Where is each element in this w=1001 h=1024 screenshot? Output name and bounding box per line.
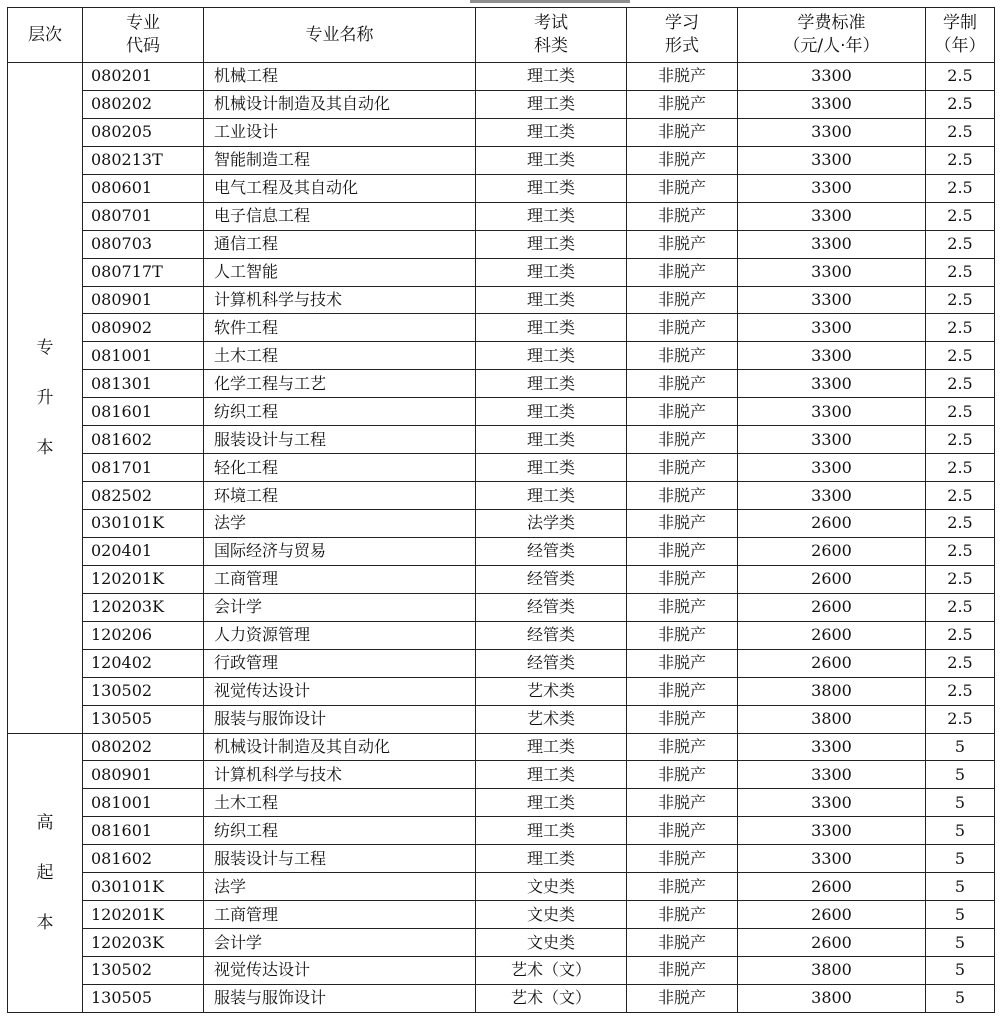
exam-category-cell: 艺术类: [476, 705, 627, 733]
major-code-cell: 030101K: [83, 873, 204, 901]
major-code-cell: 080901: [83, 761, 204, 789]
major-name-cell: 视觉传达设计: [204, 957, 476, 985]
major-code-cell: 120201K: [83, 565, 204, 593]
table-row: [8, 929, 995, 957]
duration-cell: 2.5: [926, 537, 995, 565]
table-row: [8, 482, 995, 510]
duration-cell: 2.5: [926, 90, 995, 118]
cropped-caption-fragment: [470, 0, 630, 3]
study-mode-cell: 非脱产: [627, 705, 738, 733]
duration-cell: 2.5: [926, 230, 995, 258]
study-mode-cell: 非脱产: [627, 314, 738, 342]
table-row: [8, 370, 995, 398]
exam-category-cell: 理工类: [476, 174, 627, 202]
exam-category-cell: 文史类: [476, 901, 627, 929]
table-row: [8, 537, 995, 565]
exam-category-cell: 理工类: [476, 426, 627, 454]
exam-category-cell: 理工类: [476, 761, 627, 789]
table-row: [8, 984, 995, 1012]
exam-category-cell: 法学类: [476, 510, 627, 538]
exam-category-cell: 艺术（文）: [476, 984, 627, 1012]
study-mode-cell: 非脱产: [627, 230, 738, 258]
major-name-cell: 土木工程: [204, 342, 476, 370]
major-name-cell: 人工智能: [204, 258, 476, 286]
major-name-cell: 土木工程: [204, 789, 476, 817]
level-char: 升: [36, 387, 54, 408]
duration-cell: 2.5: [926, 174, 995, 202]
duration-cell: 2.5: [926, 202, 995, 230]
study-mode-cell: 非脱产: [627, 817, 738, 845]
table-row: [8, 146, 995, 174]
study-mode-cell: 非脱产: [627, 565, 738, 593]
major-name-cell: 纺织工程: [204, 817, 476, 845]
table-row: [8, 593, 995, 621]
major-code-cell: 081602: [83, 845, 204, 873]
major-name-cell: 电子信息工程: [204, 202, 476, 230]
exam-category-cell: 理工类: [476, 817, 627, 845]
study-mode-cell: 非脱产: [627, 398, 738, 426]
major-code-cell: 130502: [83, 677, 204, 705]
tuition-cell: 3300: [738, 118, 926, 146]
table-row: [8, 705, 995, 733]
table-row: [8, 733, 995, 761]
exam-category-cell: 艺术（文）: [476, 957, 627, 985]
major-code-cell: 082502: [83, 482, 204, 510]
major-name-cell: 软件工程: [204, 314, 476, 342]
tuition-cell: 3300: [738, 258, 926, 286]
tuition-cell: 3300: [738, 90, 926, 118]
tuition-cell: 3300: [738, 482, 926, 510]
exam-category-cell: 理工类: [476, 314, 627, 342]
tuition-cell: 3800: [738, 677, 926, 705]
tuition-cell: 3300: [738, 202, 926, 230]
study-mode-cell: 非脱产: [627, 984, 738, 1012]
exam-category-cell: 理工类: [476, 733, 627, 761]
duration-cell: 2.5: [926, 621, 995, 649]
major-name-cell: 视觉传达设计: [204, 677, 476, 705]
exam-category-cell: 文史类: [476, 873, 627, 901]
tuition-cell: 3300: [738, 789, 926, 817]
exam-category-cell: 理工类: [476, 482, 627, 510]
study-mode-cell: 非脱产: [627, 901, 738, 929]
study-mode-cell: 非脱产: [627, 146, 738, 174]
major-code-cell: 030101K: [83, 510, 204, 538]
duration-cell: 5: [926, 789, 995, 817]
duration-cell: 2.5: [926, 314, 995, 342]
study-mode-cell: 非脱产: [627, 174, 738, 202]
major-name-cell: 化学工程与工艺: [204, 370, 476, 398]
major-code-cell: 080601: [83, 174, 204, 202]
tuition-cell: 3300: [738, 454, 926, 482]
table-row: [8, 258, 995, 286]
major-name-cell: 电气工程及其自动化: [204, 174, 476, 202]
tuition-cell: 3300: [738, 733, 926, 761]
study-mode-cell: 非脱产: [627, 202, 738, 230]
exam-category-cell: 理工类: [476, 258, 627, 286]
study-mode-cell: 非脱产: [627, 342, 738, 370]
duration-cell: 2.5: [926, 370, 995, 398]
table-row: [8, 314, 995, 342]
major-name-cell: 机械工程: [204, 63, 476, 91]
table-row: [8, 454, 995, 482]
exam-category-cell: 经管类: [476, 649, 627, 677]
table-row: [8, 426, 995, 454]
header-study-mode: 学习 形式: [627, 8, 738, 63]
major-code-cell: 130505: [83, 984, 204, 1012]
duration-cell: 2.5: [926, 454, 995, 482]
duration-cell: 2.5: [926, 705, 995, 733]
tuition-cell: 3300: [738, 370, 926, 398]
duration-cell: 5: [926, 984, 995, 1012]
table-row: [8, 761, 995, 789]
duration-cell: 2.5: [926, 593, 995, 621]
table-row: [8, 174, 995, 202]
level-char: 本: [36, 437, 54, 458]
study-mode-cell: 非脱产: [627, 63, 738, 91]
study-mode-cell: 非脱产: [627, 929, 738, 957]
major-code-cell: 080205: [83, 118, 204, 146]
duration-cell: 5: [926, 845, 995, 873]
major-name-cell: 工商管理: [204, 565, 476, 593]
major-code-cell: 080202: [83, 733, 204, 761]
table-row: [8, 565, 995, 593]
duration-cell: 5: [926, 817, 995, 845]
tuition-cell: 3300: [738, 426, 926, 454]
major-code-cell: 080717T: [83, 258, 204, 286]
tuition-cell: 2600: [738, 593, 926, 621]
duration-cell: 2.5: [926, 63, 995, 91]
duration-cell: 2.5: [926, 649, 995, 677]
exam-category-cell: 理工类: [476, 789, 627, 817]
exam-category-cell: 经管类: [476, 565, 627, 593]
tuition-cell: 3800: [738, 957, 926, 985]
duration-cell: 5: [926, 929, 995, 957]
major-name-cell: 计算机科学与技术: [204, 286, 476, 314]
tuition-cell: 3300: [738, 63, 926, 91]
table-row: [8, 342, 995, 370]
exam-category-cell: 文史类: [476, 929, 627, 957]
major-name-cell: 服装与服饰设计: [204, 705, 476, 733]
study-mode-cell: 非脱产: [627, 649, 738, 677]
majors-table: [7, 7, 995, 1013]
exam-category-cell: 理工类: [476, 202, 627, 230]
exam-category-cell: 理工类: [476, 286, 627, 314]
exam-category-cell: 理工类: [476, 118, 627, 146]
major-name-cell: 机械设计制造及其自动化: [204, 733, 476, 761]
study-mode-cell: 非脱产: [627, 677, 738, 705]
duration-cell: 2.5: [926, 146, 995, 174]
duration-cell: 5: [926, 733, 995, 761]
major-code-cell: 020401: [83, 537, 204, 565]
major-name-cell: 工商管理: [204, 901, 476, 929]
major-name-cell: 轻化工程: [204, 454, 476, 482]
study-mode-cell: 非脱产: [627, 370, 738, 398]
exam-category-cell: 理工类: [476, 845, 627, 873]
table-row: [8, 649, 995, 677]
tuition-cell: 2600: [738, 537, 926, 565]
tuition-cell: 3300: [738, 398, 926, 426]
table-row: [8, 510, 995, 538]
major-code-cell: 120206: [83, 621, 204, 649]
study-mode-cell: 非脱产: [627, 957, 738, 985]
major-name-cell: 工业设计: [204, 118, 476, 146]
major-code-cell: 080213T: [83, 146, 204, 174]
duration-cell: 2.5: [926, 118, 995, 146]
table-row: [8, 286, 995, 314]
study-mode-cell: 非脱产: [627, 482, 738, 510]
exam-category-cell: 理工类: [476, 90, 627, 118]
exam-category-cell: 经管类: [476, 593, 627, 621]
major-name-cell: 法学: [204, 873, 476, 901]
level-char: 本: [36, 912, 54, 933]
tuition-cell: 2600: [738, 649, 926, 677]
study-mode-cell: 非脱产: [627, 454, 738, 482]
tuition-cell: 3300: [738, 845, 926, 873]
major-name-cell: 人力资源管理: [204, 621, 476, 649]
major-name-cell: 机械设计制造及其自动化: [204, 90, 476, 118]
table-row: [8, 957, 995, 985]
major-code-cell: 081601: [83, 398, 204, 426]
header-exam-category: 考试 科类: [476, 8, 627, 63]
exam-category-cell: 经管类: [476, 537, 627, 565]
exam-category-cell: 理工类: [476, 342, 627, 370]
tuition-cell: 3800: [738, 984, 926, 1012]
tuition-cell: 3300: [738, 817, 926, 845]
header-code: 专业 代码: [83, 8, 204, 63]
tuition-cell: 2600: [738, 873, 926, 901]
table-row: [8, 90, 995, 118]
duration-cell: 5: [926, 901, 995, 929]
duration-cell: 2.5: [926, 565, 995, 593]
exam-category-cell: 艺术类: [476, 677, 627, 705]
tuition-cell: 3300: [738, 761, 926, 789]
table-row: [8, 63, 995, 91]
major-code-cell: 130502: [83, 957, 204, 985]
major-code-cell: 080202: [83, 90, 204, 118]
study-mode-cell: 非脱产: [627, 845, 738, 873]
major-code-cell: 081701: [83, 454, 204, 482]
exam-category-cell: 理工类: [476, 63, 627, 91]
study-mode-cell: 非脱产: [627, 593, 738, 621]
duration-cell: 2.5: [926, 258, 995, 286]
study-mode-cell: 非脱产: [627, 789, 738, 817]
tuition-cell: 2600: [738, 929, 926, 957]
table-row: [8, 901, 995, 929]
major-code-cell: 080902: [83, 314, 204, 342]
tuition-cell: 2600: [738, 510, 926, 538]
table-row: [8, 230, 995, 258]
major-code-cell: 081001: [83, 789, 204, 817]
major-code-cell: 081601: [83, 817, 204, 845]
major-name-cell: 会计学: [204, 929, 476, 957]
study-mode-cell: 非脱产: [627, 90, 738, 118]
study-mode-cell: 非脱产: [627, 621, 738, 649]
major-code-cell: 120201K: [83, 901, 204, 929]
table-row: [8, 789, 995, 817]
duration-cell: 2.5: [926, 677, 995, 705]
table-row: [8, 845, 995, 873]
table-row: [8, 677, 995, 705]
header-duration: 学制 （年）: [926, 8, 995, 63]
major-code-cell: 081602: [83, 426, 204, 454]
duration-cell: 5: [926, 957, 995, 985]
header-tuition: 学费标准 （元/人·年）: [738, 8, 926, 63]
major-code-cell: 080701: [83, 202, 204, 230]
header-level: 层次: [8, 8, 83, 63]
tuition-cell: 3300: [738, 146, 926, 174]
exam-category-cell: 理工类: [476, 230, 627, 258]
exam-category-cell: 理工类: [476, 370, 627, 398]
major-name-cell: 环境工程: [204, 482, 476, 510]
major-name-cell: 法学: [204, 510, 476, 538]
table-row: [8, 873, 995, 901]
study-mode-cell: 非脱产: [627, 537, 738, 565]
level-char: 高: [36, 812, 54, 833]
header-row: [8, 8, 995, 63]
major-name-cell: 通信工程: [204, 230, 476, 258]
tuition-cell: 2600: [738, 621, 926, 649]
major-code-cell: 080201: [83, 63, 204, 91]
level-cell: [8, 63, 83, 734]
level-cell: [8, 733, 83, 1012]
tuition-cell: 2600: [738, 565, 926, 593]
duration-cell: 2.5: [926, 398, 995, 426]
exam-category-cell: 理工类: [476, 454, 627, 482]
tuition-cell: 3300: [738, 286, 926, 314]
major-code-cell: 081001: [83, 342, 204, 370]
major-name-cell: 行政管理: [204, 649, 476, 677]
table-row: [8, 621, 995, 649]
major-name-cell: 纺织工程: [204, 398, 476, 426]
study-mode-cell: 非脱产: [627, 286, 738, 314]
exam-category-cell: 经管类: [476, 621, 627, 649]
major-code-cell: 080703: [83, 230, 204, 258]
tuition-cell: 3800: [738, 705, 926, 733]
duration-cell: 2.5: [926, 286, 995, 314]
study-mode-cell: 非脱产: [627, 873, 738, 901]
duration-cell: 2.5: [926, 342, 995, 370]
table-row: [8, 398, 995, 426]
duration-cell: 5: [926, 761, 995, 789]
duration-cell: 5: [926, 873, 995, 901]
study-mode-cell: 非脱产: [627, 118, 738, 146]
major-code-cell: 120203K: [83, 929, 204, 957]
study-mode-cell: 非脱产: [627, 258, 738, 286]
major-name-cell: 服装设计与工程: [204, 845, 476, 873]
major-code-cell: 130505: [83, 705, 204, 733]
duration-cell: 2.5: [926, 482, 995, 510]
tuition-cell: 3300: [738, 230, 926, 258]
exam-category-cell: 理工类: [476, 398, 627, 426]
major-code-cell: 081301: [83, 370, 204, 398]
tuition-cell: 3300: [738, 342, 926, 370]
table-row: [8, 202, 995, 230]
major-code-cell: 120203K: [83, 593, 204, 621]
level-char: 起: [36, 862, 54, 883]
level-char: 专: [36, 337, 54, 358]
tuition-cell: 3300: [738, 314, 926, 342]
major-code-cell: 080901: [83, 286, 204, 314]
study-mode-cell: 非脱产: [627, 761, 738, 789]
major-name-cell: 会计学: [204, 593, 476, 621]
major-name-cell: 服装与服饰设计: [204, 984, 476, 1012]
study-mode-cell: 非脱产: [627, 733, 738, 761]
study-mode-cell: 非脱产: [627, 510, 738, 538]
tuition-cell: 2600: [738, 901, 926, 929]
major-code-cell: 120402: [83, 649, 204, 677]
major-name-cell: 智能制造工程: [204, 146, 476, 174]
tuition-cell: 3300: [738, 174, 926, 202]
major-name-cell: 计算机科学与技术: [204, 761, 476, 789]
table-body: [8, 63, 995, 1013]
table-row: [8, 817, 995, 845]
table-row: [8, 118, 995, 146]
duration-cell: 2.5: [926, 426, 995, 454]
header-name: 专业名称: [204, 8, 476, 63]
major-name-cell: 服装设计与工程: [204, 426, 476, 454]
major-name-cell: 国际经济与贸易: [204, 537, 476, 565]
study-mode-cell: 非脱产: [627, 426, 738, 454]
exam-category-cell: 理工类: [476, 146, 627, 174]
duration-cell: 2.5: [926, 510, 995, 538]
